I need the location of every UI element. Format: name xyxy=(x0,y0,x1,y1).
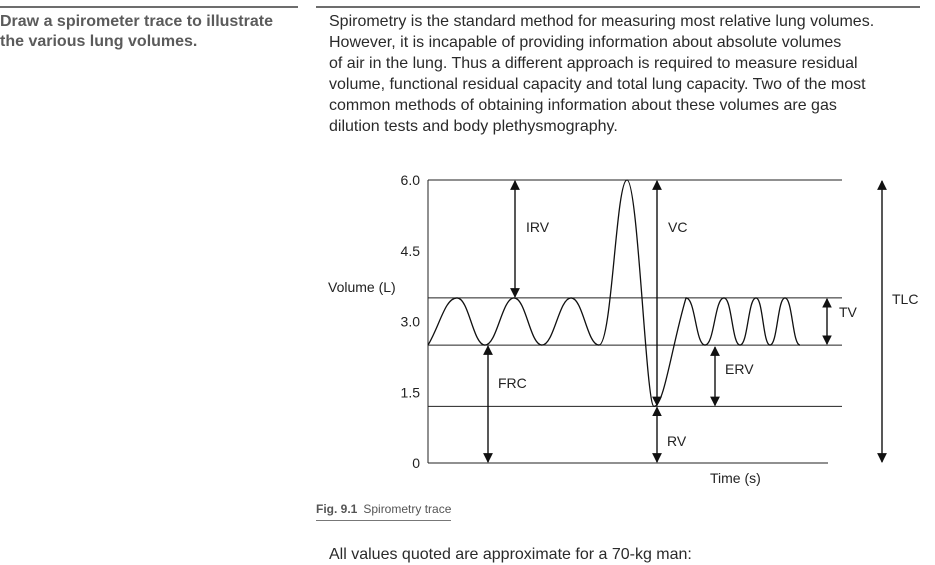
spirometry-chart xyxy=(320,168,935,498)
figure-caption-text: Spirometry trace xyxy=(363,502,452,516)
figure-number: Fig. 9.1 xyxy=(316,502,358,516)
body-paragraph xyxy=(329,11,919,137)
y-tick-label: 6.0 xyxy=(400,172,420,188)
x-axis-label: Time (s) xyxy=(710,470,761,486)
body-line: common methods of obtaining information about these volumes are gas xyxy=(329,97,837,114)
body-line: of air in the lung. Thus a different approach is required to measure residual xyxy=(329,55,858,72)
tlc-label: TLC xyxy=(892,291,919,307)
vc-label: VC xyxy=(668,219,688,235)
figure-caption xyxy=(316,502,451,521)
body-line: However, it is incapable of providing information about absolute volumes xyxy=(329,34,842,51)
erv-label: ERV xyxy=(725,361,754,377)
section-rule-left xyxy=(0,6,298,8)
question-heading: Draw a spirometer trace to illustrate the various lung volumes. xyxy=(0,13,273,50)
body-line: dilution tests and body plethysmography. xyxy=(329,118,618,135)
bottom-paragraph: All values quoted are approximate for a 70-kg man: xyxy=(329,546,692,563)
y-tick-label: 1.5 xyxy=(400,384,420,401)
section-rule-right xyxy=(316,6,920,8)
body-line: volume, functional residual capacity and total lung capacity. Two of the most xyxy=(329,76,866,93)
irv-label: IRV xyxy=(526,219,550,235)
y-tick-label: 4.5 xyxy=(400,242,420,259)
body-line: Spirometry is the standard method for measuring most relative lung volumes. xyxy=(329,13,875,30)
y-tick-label: 3.0 xyxy=(400,313,420,330)
rv-label: RV xyxy=(667,433,687,449)
y-axis-label: Volume (L) xyxy=(328,279,396,295)
frc-label: FRC xyxy=(498,375,527,391)
y-tick-label: 0 xyxy=(412,455,420,471)
tv-label: TV xyxy=(839,304,857,320)
